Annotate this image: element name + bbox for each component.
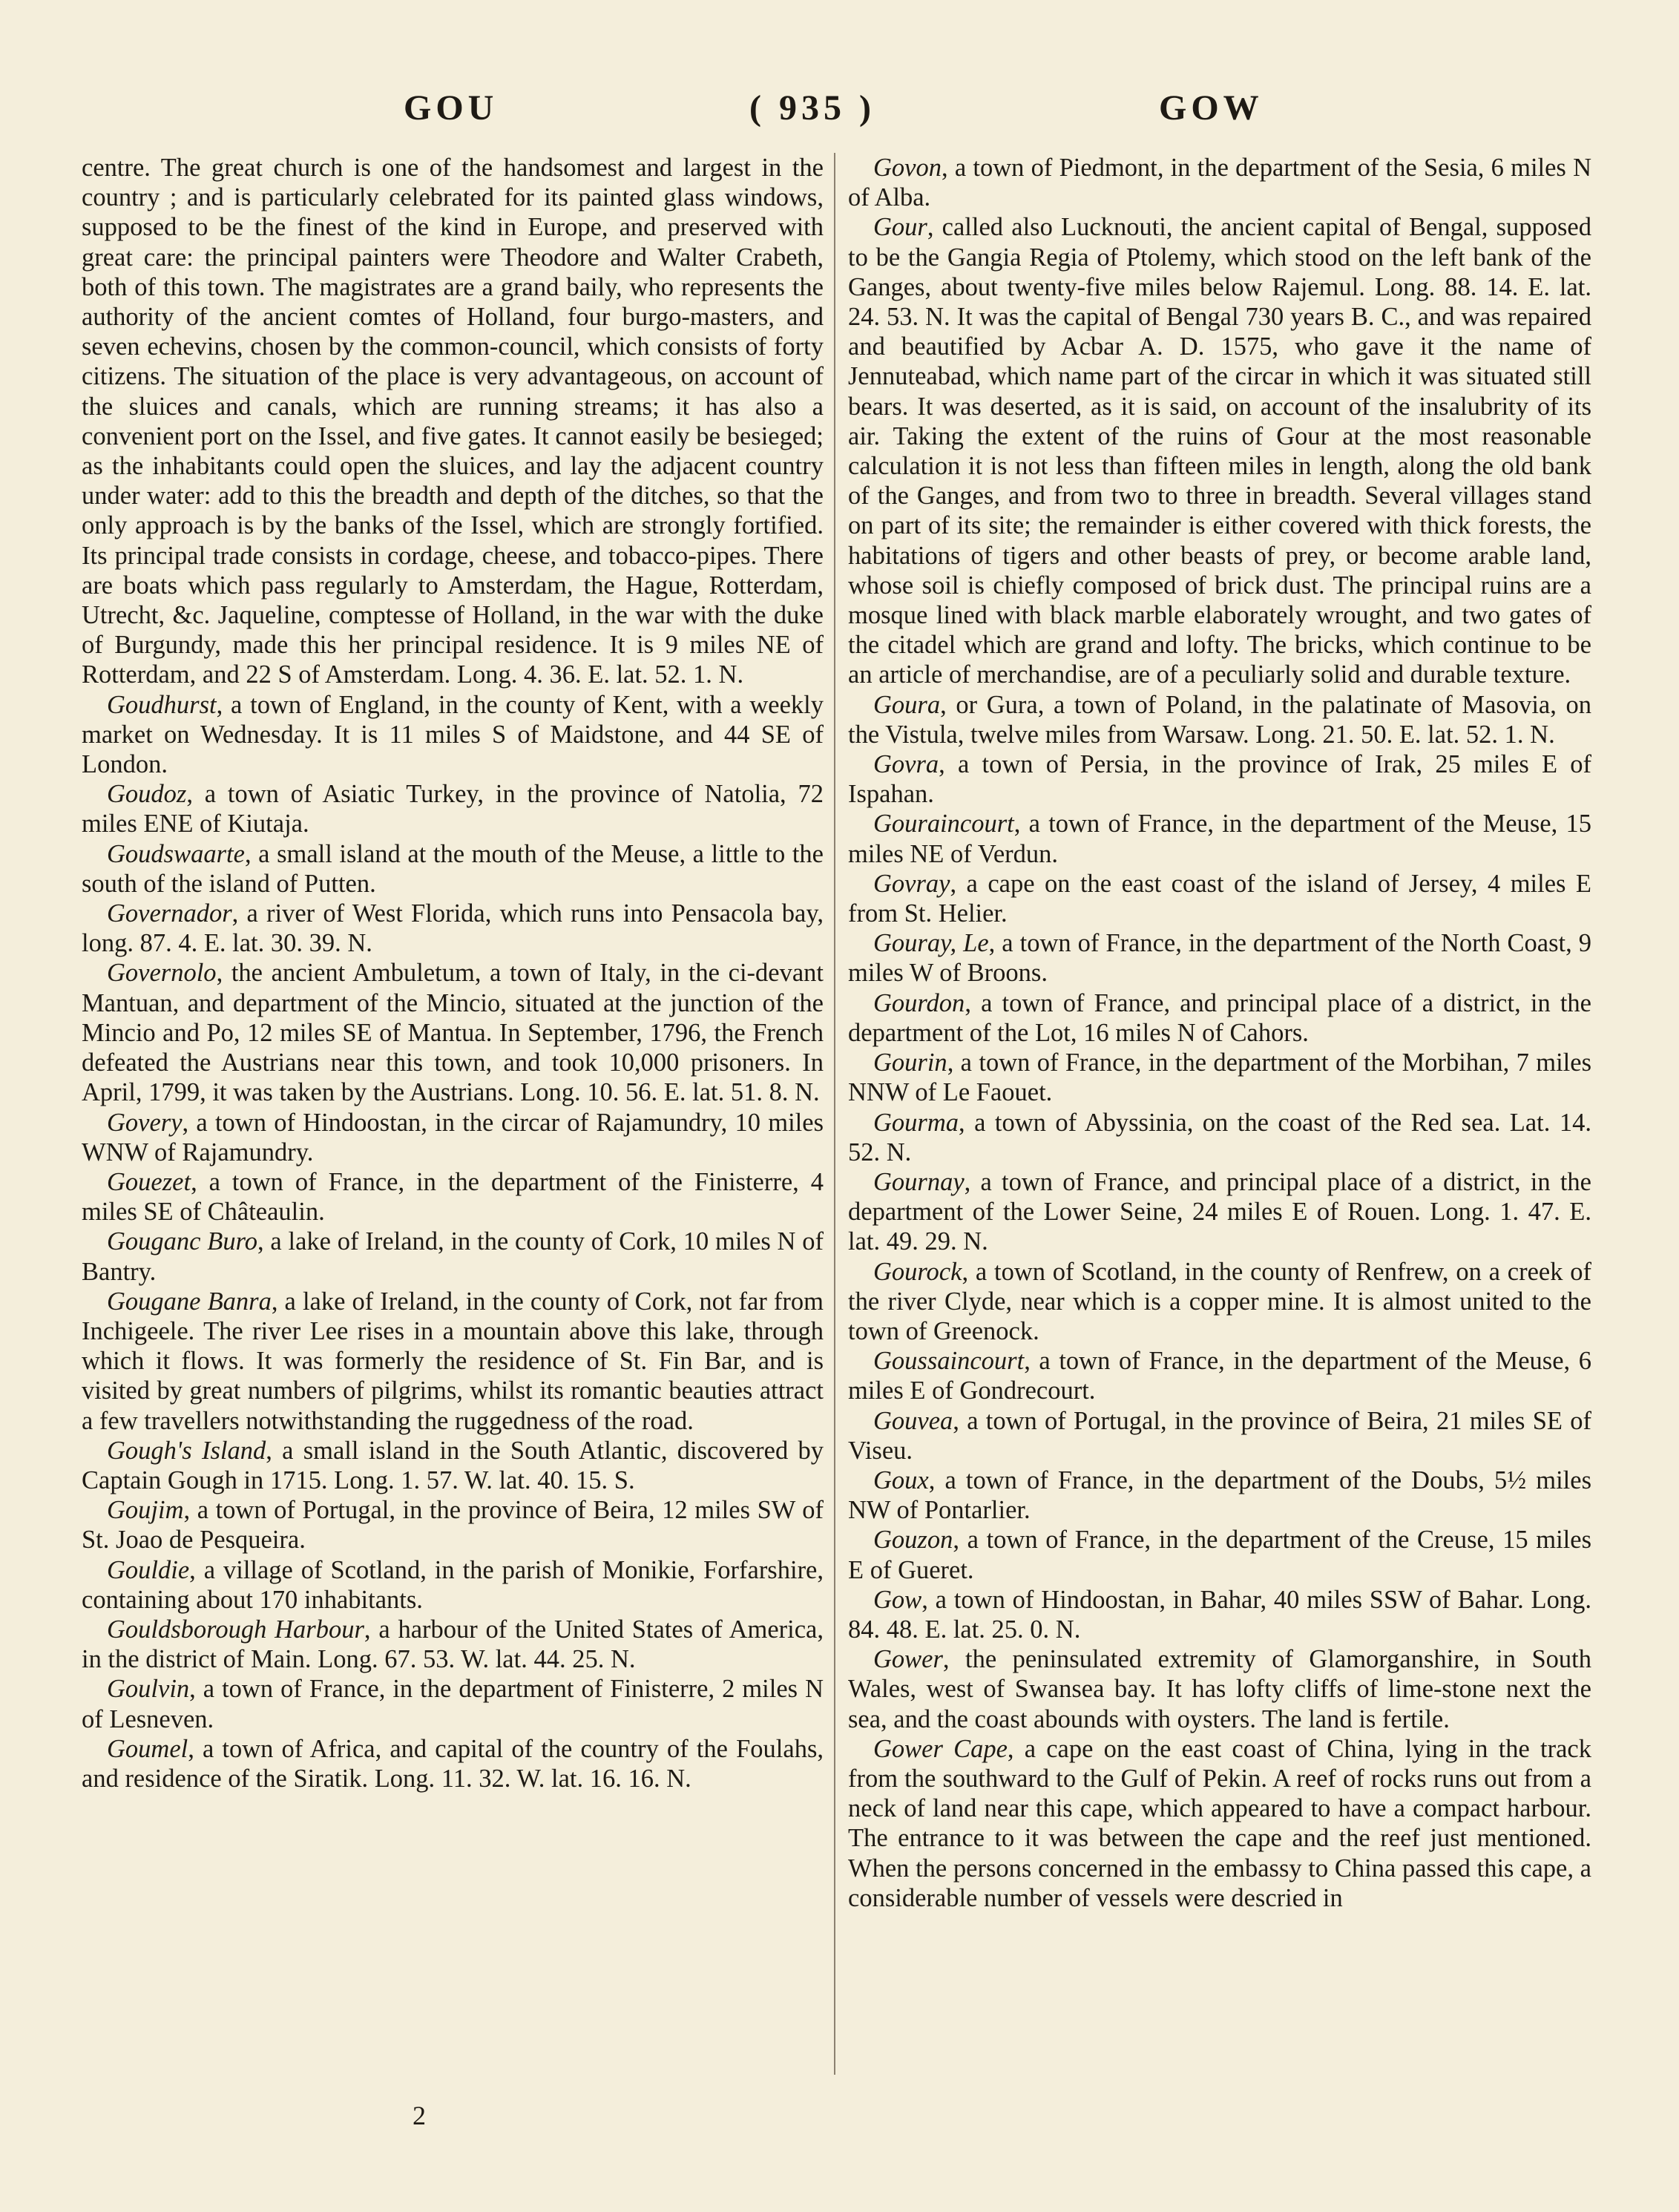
dictionary-entry	[82, 1734, 824, 1793]
entry-text: , a cape on the east coast of China, lying in the track from the southward to the Gulf of Pekin. A reef of rocks runs out from a neck of land near this cape, which appeared to have a compact harbour. The entrance to it was between the cape and the reef just mentioned. When the persons concerned in the embassy to China passed this cape, a considerable number of vessels were descried in	[848, 1734, 1591, 1912]
entry-headword: Gouezet	[107, 1167, 191, 1196]
entry-text: , a town of Africa, and capital of the country of the Foulahs, and residence of the Siratik. Long. 11. 32. W. lat. 16. 16. N.	[82, 1734, 824, 1793]
dictionary-entry	[848, 212, 1591, 689]
entry-headword: Gouzon	[873, 1526, 953, 1555]
right-column	[848, 153, 1591, 1913]
dictionary-entry	[82, 1287, 824, 1436]
dictionary-entry	[848, 928, 1591, 988]
entry-text: , a town of France, in the department of Finisterre, 2 miles N of Lesneven.	[82, 1675, 824, 1733]
entry-text: , a town of France, in the department of the Morbihan, 7 miles NNW of Le Faouet.	[848, 1048, 1591, 1107]
entry-headword: Gower	[873, 1645, 943, 1674]
entry-text: , a town of France, in the department of the North Coast, 9 miles W of Broons.	[848, 929, 1591, 988]
entry-headword: Gourdon	[873, 988, 965, 1017]
dictionary-entry	[848, 1406, 1591, 1466]
dictionary-entry	[82, 779, 824, 838]
entry-text: , a lake of Ireland, in the county of Cork, not far from Inchigeele. The river Lee rises in a mountain above this lake, through which it flows. It was formerly the residence of St. Fin Bar, and is visited by great numbers of pilgrims, whilst its romantic beauties attract a few travellers notwithstanding the ruggedness of the road.	[82, 1287, 824, 1435]
dictionary-entry	[82, 1615, 824, 1674]
dictionary-entry	[82, 958, 824, 1107]
entry-headword: Gouvea	[873, 1406, 953, 1435]
entry-text: centre. The great church is one of the handsomest and largest in the country ; and is particularly celebrated for its painted glass windows, supposed to be the finest of the kind in Europe, and preserved with great care: the principal painters were Theodore and Walter Crabeth, both of this town. The magistrates are a grand baily, who represents the authority of the ancient comtes of Holland, four burgo-masters, and seven echevins, chosen by the common-council, which consists of forty citizens. The situation of the place is very advantageous, on account of the sluices and canals, which are running streams; it has also a convenient port on the Issel, and five gates. It cannot easily be besieged; as the inhabitants could open the sluices, and lay the adjacent country under water: add to this the breadth and depth of the ditches, so that the only approach is by the banks of the Issel, which are strongly fortified. Its principal trade consists in cordage, cheese, and tobacco-pipes. There are boats which pass regularly to Amsterdam, the Hague, Rotterdam, Utrecht, &c. Jaqueline, comptesse of Holland, in the war with the duke of Burgundy, made this her principal residence. It is 9 miles NE of Rotterdam, and 22 S of Amsterdam. Long. 4. 36. E. lat. 52. 1. N.	[82, 154, 824, 689]
dictionary-entry	[848, 1585, 1591, 1644]
entry-headword: Gough's Island	[107, 1436, 266, 1465]
entry-text: , a town of Hindoostan, in Bahar, 40 miles SSW of Bahar. Long. 84. 48. E. lat. 25. 0. N.	[848, 1585, 1591, 1644]
entry-headword: Goudoz	[107, 780, 187, 809]
entry-text: , a town of Portugal, in the province of Beira, 12 miles SW of St. Joao de Pesqueira.	[82, 1496, 824, 1555]
dictionary-entry	[848, 1734, 1591, 1913]
dictionary-entry	[848, 869, 1591, 928]
dictionary-entry	[82, 690, 824, 780]
entry-text: , a small island at the mouth of the Meuse, a little to the south of the island of Putten.	[82, 839, 824, 898]
entry-headword: Govery	[107, 1108, 183, 1137]
dictionary-entry	[848, 1167, 1591, 1257]
dictionary-entry	[82, 1108, 824, 1167]
entry-headword: Governador	[107, 899, 232, 928]
entry-headword: Gougane Banra	[107, 1287, 272, 1316]
dictionary-entry	[848, 1257, 1591, 1347]
dictionary-entry	[848, 1048, 1591, 1107]
entry-text: , a town of Asiatic Turkey, in the province of Natolia, 72 miles ENE of Kiutaja.	[82, 780, 824, 838]
entry-text: , or Gura, a town of Poland, in the palatinate of Masovia, on the Vistula, twelve miles from Warsaw. Long. 21. 50. E. lat. 52. 1. N.	[848, 690, 1591, 749]
dictionary-entry	[82, 839, 824, 899]
entry-headword: Gourma	[873, 1108, 959, 1137]
dictionary-entry	[82, 1674, 824, 1733]
dictionary-entry	[848, 1466, 1591, 1525]
entry-headword: Goussaincourt	[873, 1347, 1025, 1376]
entry-headword: Goumel	[107, 1734, 188, 1763]
entry-headword: Gouraincourt	[873, 810, 1014, 838]
entry-headword: Goulvin	[107, 1675, 190, 1704]
entry-text: , a town of France, and principal place of a district, in the department of the Lower Seine, 24 miles E of Rouen. Long. 1. 47. E. lat. 49. 29. N.	[848, 1167, 1591, 1256]
dictionary-entry	[82, 1436, 824, 1495]
entry-text: , a town of France, in the department of the Meuse, 15 miles NE of Verdun.	[848, 810, 1591, 868]
entry-text: , a cape on the east coast of the island of Jersey, 4 miles E from St. Helier.	[848, 869, 1591, 928]
entry-headword: Gower Cape	[873, 1734, 1008, 1763]
entry-headword: Gouldsborough Harbour	[107, 1615, 364, 1644]
page-number: ( 935 )	[749, 88, 875, 128]
entry-text: , a town of Persia, in the province of Irak, 25 miles E of Ispahan.	[848, 750, 1591, 809]
entry-text: , a town of France, in the department of the Creuse, 15 miles E of Gueret.	[848, 1526, 1591, 1584]
entry-headword: Goux	[873, 1466, 929, 1494]
entry-headword: Goura	[873, 690, 941, 719]
entry-text: , called also Lucknouti, the ancient capital of Bengal, supposed to be the Gangia Regia of Ptolemy, which stood on the left bank of the Ganges, about twenty-five miles below Rajemul. Long. 88. 14. E. lat. 24. 53. N. It was the capital of Bengal 730 years B. C., and was repaired and beautified by Acbar A. D. 1575, who gave it the name of Jennuteabad, which name part of the circar in which it was situated still bears. It was deserted, as it is said, on account of the insalubrity of its air. Taking the extent of the ruins of Gour at the most reasonable calculation it is not less than fifteen miles in length, along the old bank of the Ganges, and from two to three in breadth. Several villages stand on part of its site; the remainder is either covered with thick forests, the habitations of tigers and other beasts of prey, or become arable land, whose soil is chiefly composed of brick dust. The principal ruins are a mosque lined with black marble elaborately wrought, and two gates of the citadel which are grand and lofty. The bricks, which continue to be an article of merchandise, are of a peculiarly solid and durable texture.	[848, 213, 1591, 689]
entry-text: , a lake of Ireland, in the county of Cork, 10 miles N of Bantry.	[82, 1227, 824, 1286]
signature-mark: 2	[413, 2101, 426, 2130]
entry-text: , a town of Portugal, in the province of Beira, 21 miles SE of Viseu.	[848, 1406, 1591, 1465]
dictionary-entry	[848, 153, 1591, 212]
entry-headword: Gouldie	[107, 1555, 190, 1584]
entry-headword: Gour	[873, 213, 927, 242]
entry-text: , a town of France, and principal place of a district, in the department of the Lot, 16 miles N of Cahors.	[848, 988, 1591, 1047]
dictionary-entry	[848, 690, 1591, 749]
entry-text: , a town of Scotland, in the county of Renfrew, on a creek of the river Clyde, near which is a copper mine. It is almost united to the town of Greenock.	[848, 1257, 1591, 1345]
entry-headword: Govon	[873, 154, 942, 182]
entry-headword: Govray	[873, 869, 950, 898]
dictionary-entry	[848, 1346, 1591, 1405]
column-divider	[834, 153, 835, 2075]
entry-text: , a town of France, in the department of the Meuse, 6 miles E of Gondrecourt.	[848, 1347, 1591, 1405]
entry-headword: Gourock	[873, 1257, 962, 1286]
entry-text: , a town of Abyssinia, on the coast of the Red sea. Lat. 14. 52. N.	[848, 1108, 1591, 1166]
entry-text: , a town of France, in the department of the Doubs, 5½ miles NW of Pontarlier.	[848, 1466, 1591, 1525]
dictionary-entry	[82, 1227, 824, 1286]
dictionary-entry	[82, 153, 824, 690]
entry-headword: Governolo	[107, 959, 217, 988]
entry-text: , a town of England, in the county of Kent, with a weekly market on Wednesday. It is 11 miles S of Maidstone, and 44 SE of London.	[82, 690, 824, 779]
entry-headword: Goujim	[107, 1496, 184, 1525]
header-right-guideword: GOW	[1159, 88, 1264, 128]
entry-text: , a town of France, in the department of the Finisterre, 4 miles SE of Châteaulin.	[82, 1167, 824, 1227]
entry-text: , a river of West Florida, which runs into Pensacola bay, long. 87. 4. E. lat. 30. 39. N.	[82, 899, 824, 958]
dictionary-entry	[848, 1644, 1591, 1734]
entry-headword: Gourin	[873, 1048, 947, 1077]
entry-text: , a town of Piedmont, in the department of the Sesia, 6 miles N of Alba.	[848, 154, 1591, 212]
entry-headword: Gouray, Le	[873, 929, 989, 958]
dictionary-entry	[848, 809, 1591, 868]
running-header	[0, 88, 1679, 140]
dictionary-entry	[848, 988, 1591, 1048]
entry-text: , a town of Hindoostan, in the circar of Rajamundry, 10 miles WNW of Rajamundry.	[82, 1108, 824, 1166]
entry-text: , the ancient Ambuletum, a town of Italy, in the ci-devant Mantuan, and department of the Mincio, situated at the junction of the Mincio and Po, 12 miles SE of Mantua. In September, 1796, the French defeated the Austrians near this town, and took 10,000 prisoners. In April, 1799, it was taken by the Austrians. Long. 10. 56. E. lat. 51. 8. N.	[82, 959, 824, 1107]
entry-headword: Goudhurst	[107, 690, 217, 719]
entry-headword: Govra	[873, 750, 939, 779]
entry-headword: Gouganc Buro	[107, 1227, 257, 1256]
entry-headword: Gow	[873, 1585, 922, 1614]
dictionary-entry	[848, 749, 1591, 809]
entry-text: , a harbour of the United States of America, in the district of Main. Long. 67. 53. W. lat. 44. 25. N.	[82, 1615, 824, 1674]
dictionary-entry	[848, 1108, 1591, 1167]
left-column	[82, 153, 824, 1793]
entry-headword: Gournay	[873, 1167, 965, 1196]
dictionary-entry	[848, 1525, 1591, 1584]
entry-text: , a small island in the South Atlantic, discovered by Captain Gough in 1715. Long. 1. 57. W. lat. 40. 15. S.	[82, 1436, 824, 1494]
dictionary-entry	[82, 1495, 824, 1555]
dictionary-entry	[82, 899, 824, 958]
entry-headword: Goudswaarte	[107, 839, 245, 868]
dictionary-entry	[82, 1555, 824, 1615]
header-left-guideword: GOU	[404, 88, 499, 128]
entry-text: , a village of Scotland, in the parish of Monikie, Forfarshire, containing about 170 inhabitants.	[82, 1555, 824, 1614]
entry-text: , the peninsulated extremity of Glamorganshire, in South Wales, west of Swansea bay. It has lofty cliffs of lime-stone next the sea, and the coast abounds with oysters. The land is fertile.	[848, 1645, 1591, 1733]
dictionary-entry	[82, 1167, 824, 1227]
